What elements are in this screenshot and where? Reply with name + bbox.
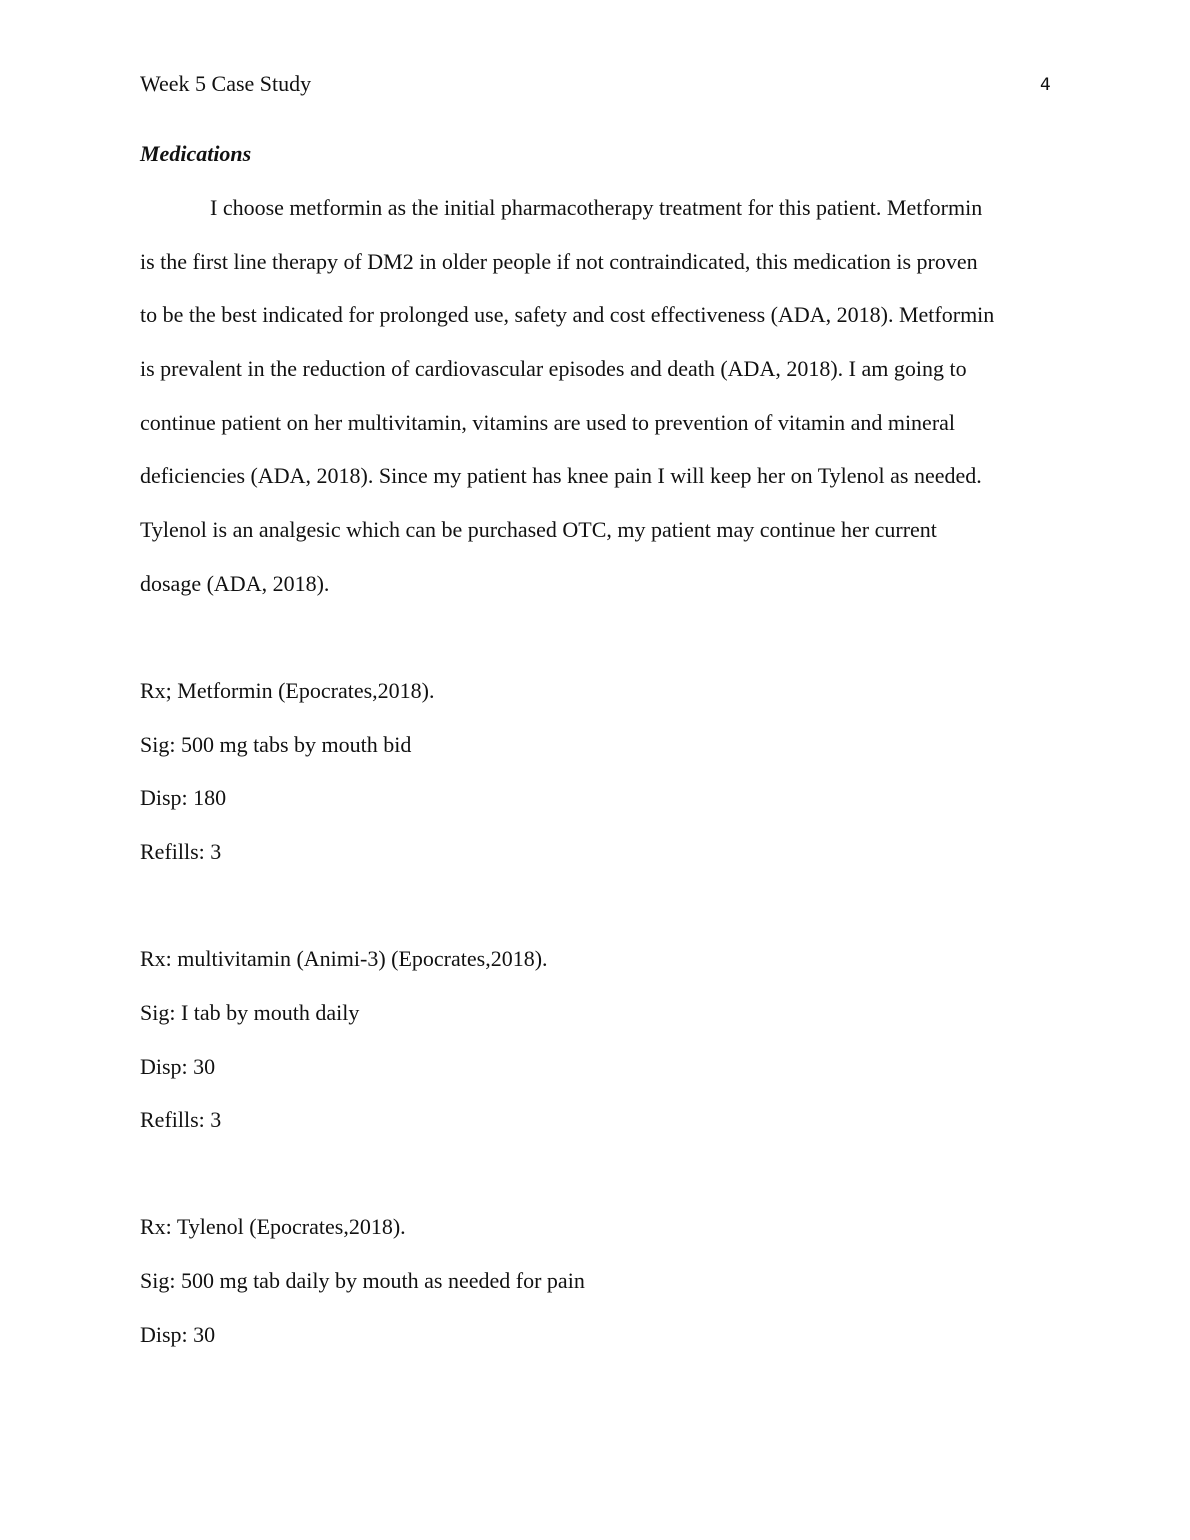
rx-multivitamin-drug: Rx: multivitamin (Animi-3) (Epocrates,2018). [140,946,548,971]
paragraph-line: I choose metformin as the initial pharmacotherapy treatment for this patient. Metformin [210,195,983,220]
rx-metformin-disp: Disp: 180 [140,785,227,810]
rx-multivitamin-refills: Refills: 3 [140,1107,222,1132]
paragraph-line: dosage (ADA, 2018). [140,571,330,596]
paragraph-line: Tylenol is an analgesic which can be purchased OTC, my patient may continue her current [140,517,937,542]
rx-multivitamin-sig: Sig: I tab by mouth daily [140,1000,360,1025]
rx-metformin-refills: Refills: 3 [140,839,222,864]
rx-metformin-drug: Rx; Metformin (Epocrates,2018). [140,678,435,703]
rx-metformin-sig: Sig: 500 mg tabs by mouth bid [140,732,412,757]
paragraph-line: to be the best indicated for prolonged use, safety and cost effectiveness (ADA, 2018). Metformin [140,302,995,327]
paragraph-line: is prevalent in the reduction of cardiovascular episodes and death (ADA, 2018). I am going to [140,356,967,381]
paragraph-line: deficiencies (ADA, 2018). Since my patient has knee pain I will keep her on Tylenol as needed. [140,463,982,488]
section-heading: Medications [140,141,252,166]
rx-tylenol-sig: Sig: 500 mg tab daily by mouth as needed for pain [140,1268,585,1293]
rx-multivitamin-disp: Disp: 30 [140,1054,216,1079]
paragraph-line: is the first line therapy of DM2 in older people if not contraindicated, this medication is proven [140,249,978,274]
running-head: Week 5 Case Study [140,71,312,96]
rx-tylenol-disp: Disp: 30 [140,1322,216,1347]
rx-tylenol-drug: Rx: Tylenol (Epocrates,2018). [140,1214,406,1239]
page-number: 4 [1040,75,1051,95]
paragraph-line: continue patient on her multivitamin, vitamins are used to prevention of vitamin and mineral [140,410,956,435]
